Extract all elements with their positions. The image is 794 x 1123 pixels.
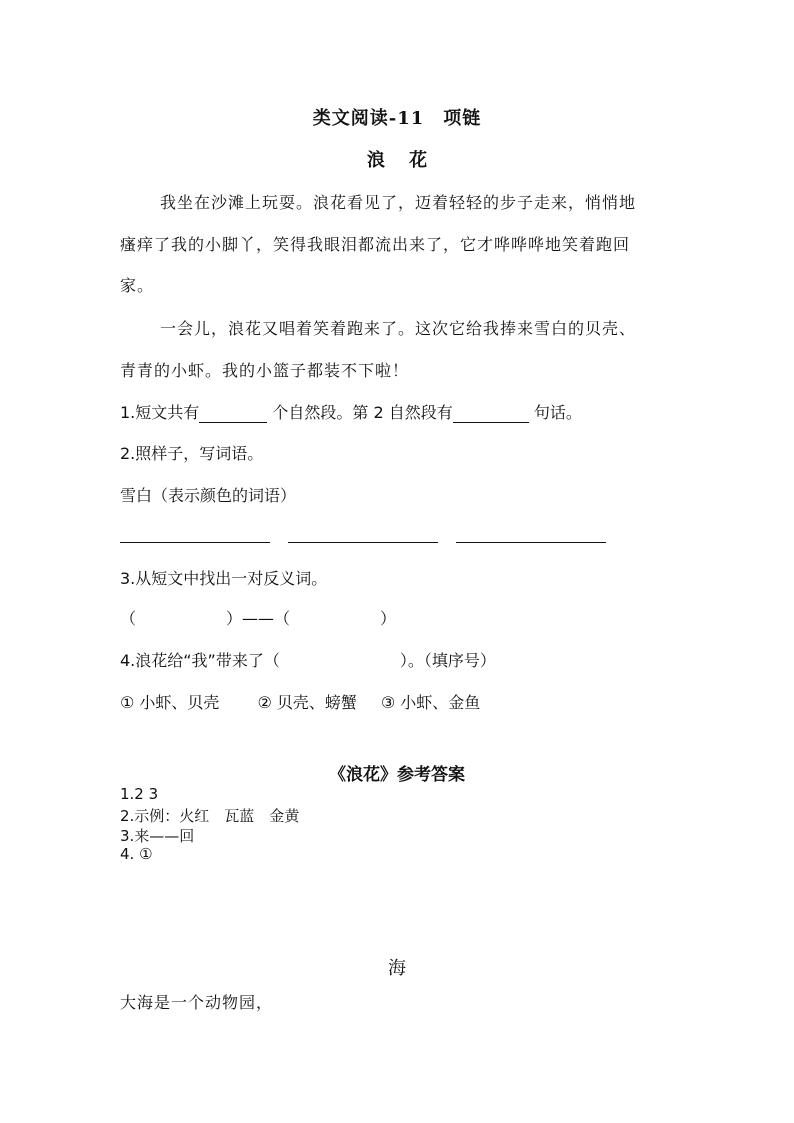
question-4-part-b: ）。（填序号） — [399, 651, 496, 670]
answer-blank-paragraph-count[interactable] — [199, 404, 267, 423]
document-title: 类文阅读-11 项链 — [312, 108, 482, 129]
close-paren-2: ） — [380, 609, 397, 628]
next-passage-first-line: 大海是一个动物园， — [120, 993, 274, 1012]
question-4 — [120, 648, 496, 671]
paragraph-1-line-1: 我坐在沙滩上玩耍。浪花看见了，迈着轻轻的步子走来，悄悄地 — [160, 193, 637, 212]
answer-line-1-text: 1.2 3 — [120, 785, 159, 803]
paragraph-2-line-2: 青青的小虾。我的小篮子都装不下啦！ — [120, 361, 410, 380]
passage-title: 浪 花 — [366, 150, 428, 171]
open-paren-2: （ — [274, 609, 291, 628]
dash: —— — [242, 609, 275, 628]
answer-line-3[interactable] — [456, 542, 606, 543]
question-3: 3.从短文中找出一对反义词。 — [120, 569, 328, 588]
option-3: ③ 小虾、金鱼 — [380, 693, 481, 712]
answer-blank-sentence-count[interactable] — [453, 404, 529, 423]
option-1: ① 小虾、贝壳 — [120, 693, 220, 712]
answer-line-1[interactable] — [120, 542, 270, 543]
option-2: ② 贝壳、螃蟹 — [257, 693, 357, 712]
question-2: 2.照样子，写词语。 — [120, 444, 264, 463]
antonym-pair-row — [120, 606, 396, 629]
question-1-part-c: 句话。 — [528, 403, 582, 422]
question-1 — [120, 400, 582, 423]
answer-key-title: 《浪花》参考答案 — [329, 765, 465, 785]
next-passage-title: 海 — [388, 958, 406, 979]
question-1-part-b: 个自然段。第 2 自然段有 — [267, 403, 453, 422]
open-paren-1: （ — [120, 609, 137, 628]
paragraph-1-line-2: 瘙痒了我的小脚丫，笑得我眼泪都流出来了，它才哗哗哗地笑着跑回 — [120, 235, 631, 254]
paragraph-2-line-1: 一会儿，浪花又唱着笑着跑来了。这次它给我捧来雪白的贝壳、 — [160, 319, 637, 338]
answer-line-4-text: 4. ① — [120, 845, 153, 863]
answer-line-2-text: 2.示例：火红 瓦蓝 金黄 — [120, 807, 300, 825]
question-4-part-a: 4.浪花给“我”带来了（ — [120, 651, 280, 670]
question-2-example: 雪白（表示颜色的词语） — [120, 486, 297, 505]
answer-line-2[interactable] — [288, 542, 438, 543]
close-paren-1: ） — [226, 609, 243, 628]
question-1-part-a: 1.短文共有 — [120, 403, 200, 422]
answer-line-3-text: 3.来——回 — [120, 827, 195, 845]
paragraph-1-line-3: 家。 — [120, 276, 155, 295]
question-4-options — [120, 690, 480, 713]
